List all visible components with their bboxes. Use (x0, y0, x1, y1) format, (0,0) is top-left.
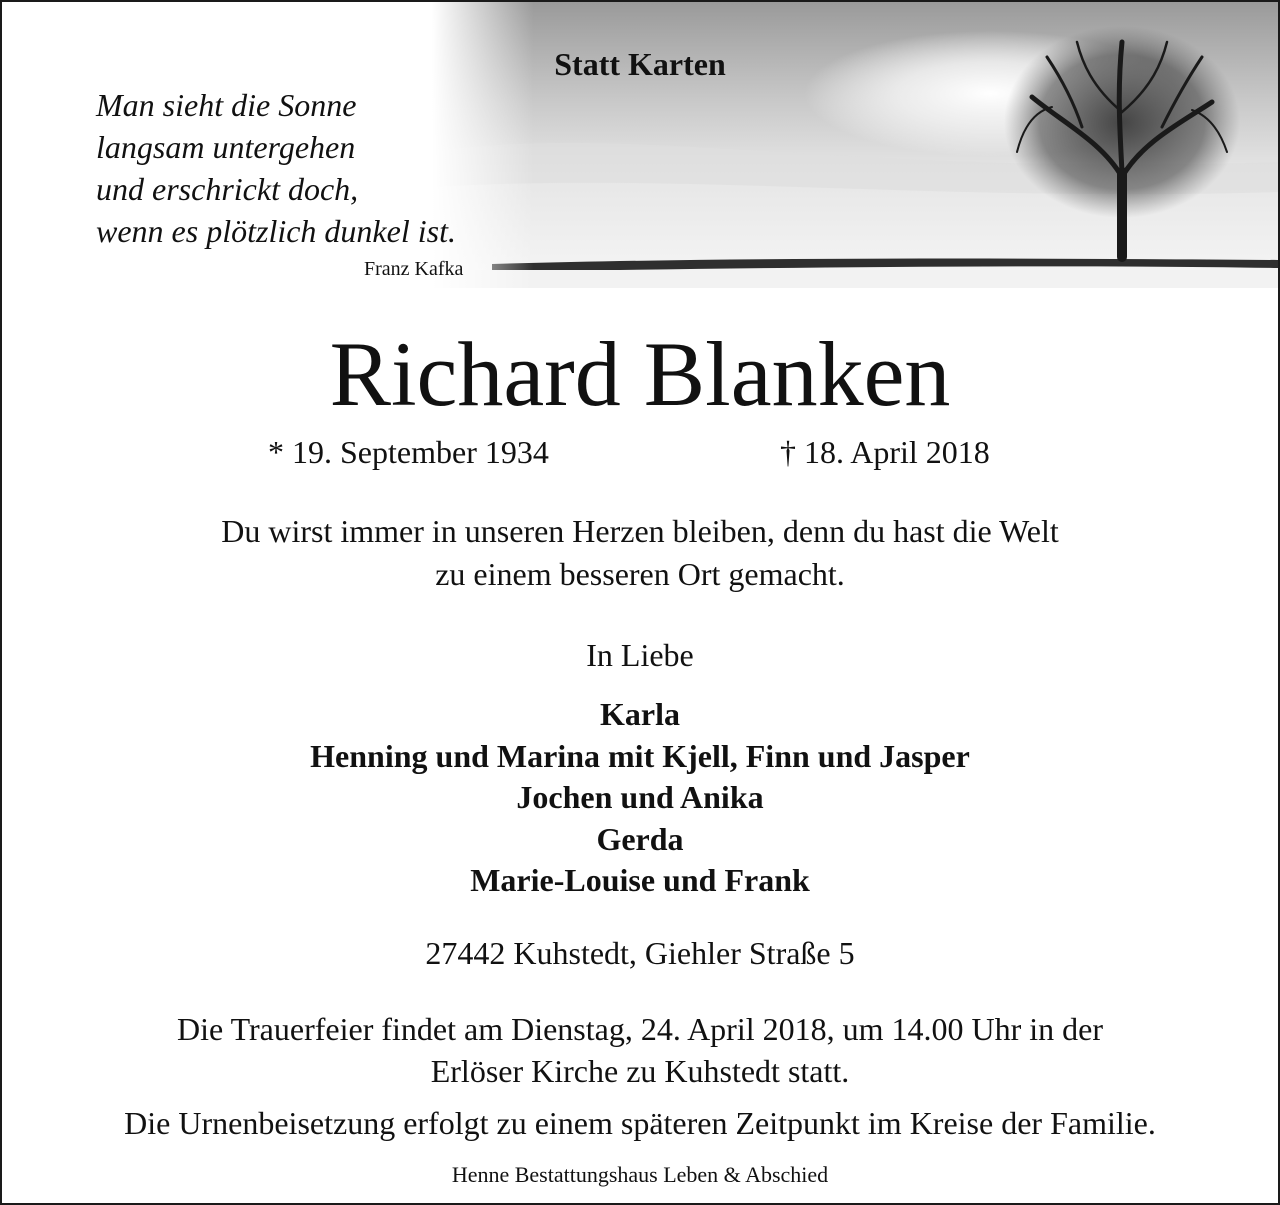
in-love-label: In Liebe (586, 637, 694, 673)
funeral-ceremony-info (2, 1008, 1278, 1092)
family-member: Gerda (596, 820, 684, 857)
quote-line: wenn es plötzlich dunkel ist. (96, 213, 456, 249)
family-address: 27442 Kuhstedt, Giehler Straße 5 (425, 935, 855, 971)
birth-date: * 19. September 1934 (268, 434, 549, 470)
family-member: Karla (600, 696, 680, 732)
quote-line: langsam untergehen (96, 129, 356, 165)
quote-line: Man sieht die Sonne (96, 87, 357, 123)
statt-karten-heading: Statt Karten (554, 46, 726, 82)
family-member: Jochen und Anika (516, 779, 764, 815)
ceremony-line: Erlöser Kirche zu Kuhstedt statt. (430, 1053, 850, 1089)
tree-landscape-image (432, 2, 1278, 288)
ceremony-line: Die Trauerfeier findet am Dienstag, 24. April 2018, um 14.00 Uhr in der (176, 1011, 1104, 1047)
motto-line: Du wirst immer in unseren Herzen bleiben, denn du hast die Welt (221, 513, 1059, 549)
kafka-quote (96, 84, 456, 252)
quote-author: Franz Kafka (364, 258, 464, 280)
funeral-home-credit: Henne Bestattungshaus Leben & Abschied (451, 1162, 829, 1187)
quote-line: und erschrickt doch, (96, 171, 359, 207)
family-member: Henning und Marina mit Kjell, Finn und Jasper (310, 737, 970, 774)
family-list (2, 694, 1278, 902)
death-date: † 18. April 2018 (780, 434, 990, 470)
memorial-motto (2, 510, 1278, 596)
urn-burial-info: Die Urnenbeisetzung erfolgt zu einem späteren Zeitpunkt im Kreise der Familie. (124, 1105, 1156, 1141)
motto-line: zu einem besseren Ort gemacht. (435, 556, 845, 592)
deceased-name: Richard Blanken (329, 323, 951, 425)
family-member: Marie-Louise und Frank (470, 862, 810, 898)
